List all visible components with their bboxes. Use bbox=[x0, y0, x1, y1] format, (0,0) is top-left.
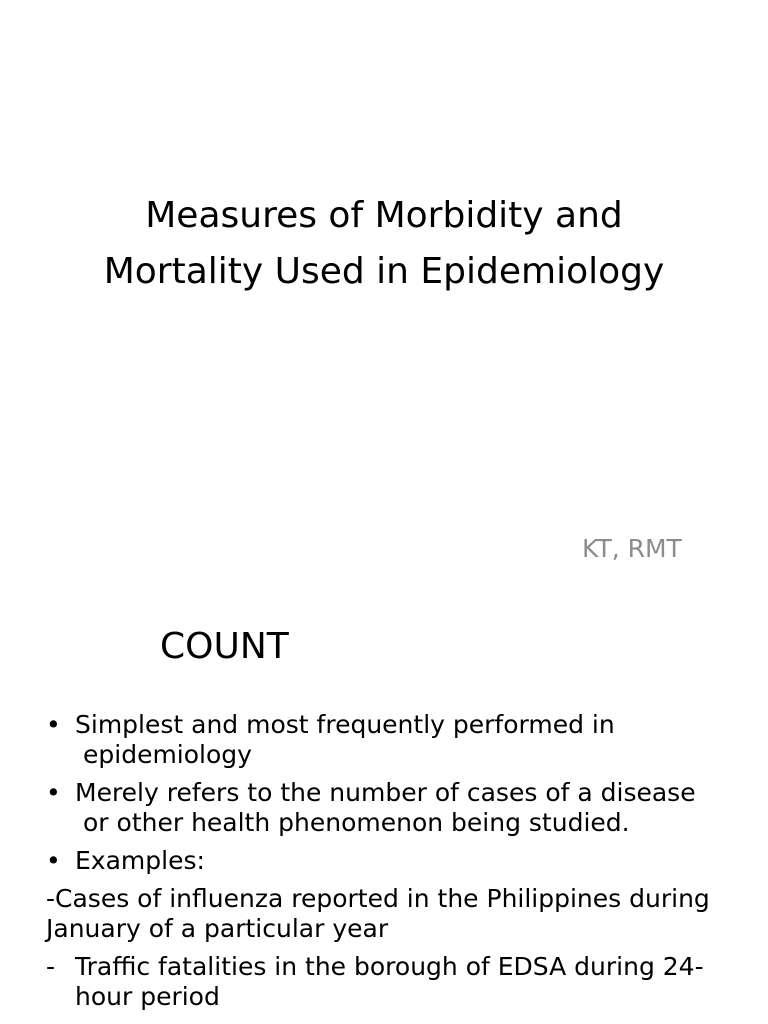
bullet-text bbox=[75, 710, 746, 770]
bullet-text bbox=[75, 778, 746, 838]
bullet-marker: • bbox=[46, 846, 61, 875]
example-text: Traffic fatalities in the borough of EDSA during 24-hour period bbox=[75, 952, 704, 1011]
slide-title-line-1: Measures of Morbidity and bbox=[145, 195, 623, 236]
bullet-text: Examples: bbox=[75, 846, 205, 875]
bullet-line: epidemiology bbox=[83, 740, 252, 769]
content-body bbox=[46, 710, 746, 1012]
bullet-marker: • bbox=[46, 710, 61, 739]
bullet-item bbox=[46, 778, 746, 838]
bullet-line: Merely refers to the number of cases of a disease bbox=[75, 778, 696, 807]
author-credit: KT, RMT bbox=[582, 534, 682, 563]
bullet-marker: • bbox=[46, 778, 61, 807]
example-item bbox=[46, 952, 746, 1012]
bullet-item bbox=[46, 846, 746, 876]
example-marker: - bbox=[46, 952, 56, 981]
example-text: Cases of influenza reported in the Philippines during January of a particular year bbox=[46, 884, 710, 943]
slide-title bbox=[0, 188, 768, 300]
bullet-line: Simplest and most frequently performed in bbox=[75, 710, 615, 739]
example-item bbox=[46, 884, 746, 944]
bullet-item bbox=[46, 710, 746, 770]
bullet-line: or other health phenomenon being studied. bbox=[83, 808, 630, 837]
section-heading: COUNT bbox=[160, 626, 289, 667]
slide-title-line-2: Mortality Used in Epidemiology bbox=[103, 251, 665, 292]
example-marker: - bbox=[46, 884, 56, 913]
